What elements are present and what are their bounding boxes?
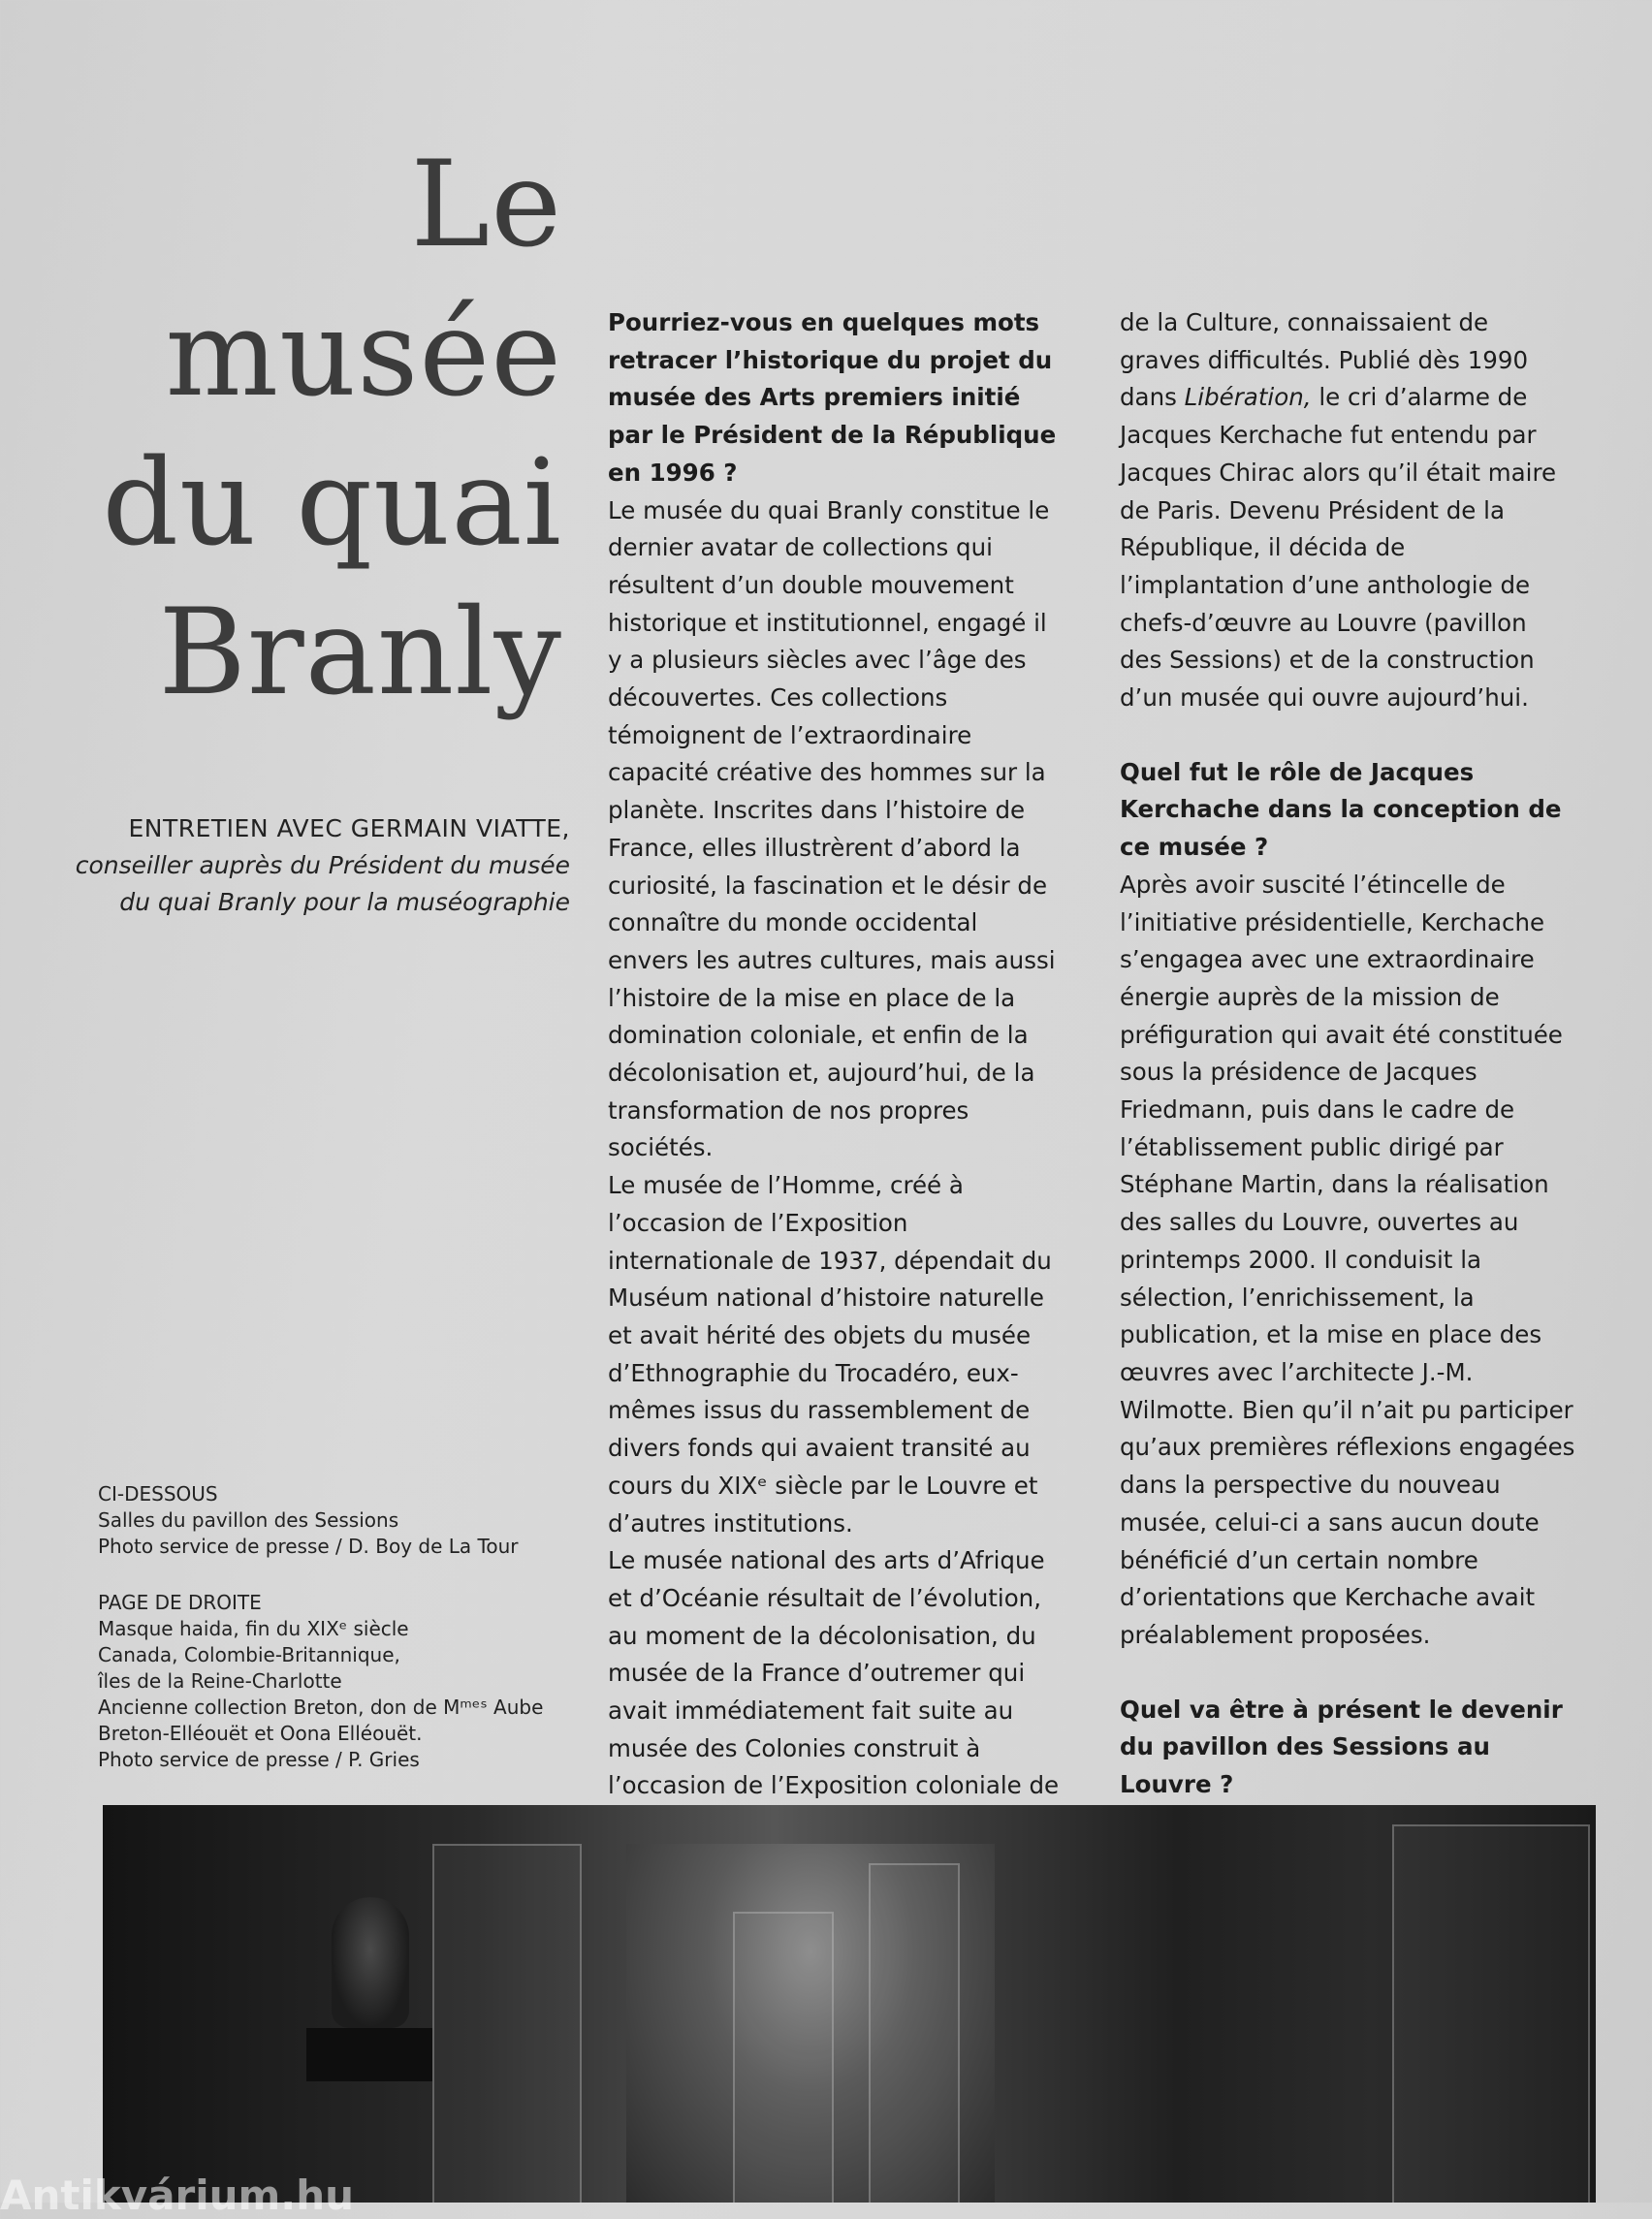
caption-below-line: Photo service de presse / D. Boy de La Tour (98, 1535, 519, 1558)
caption-right-label: PAGE DE DROITE (98, 1591, 262, 1614)
caption-right-line: Photo service de presse / P. Gries (98, 1748, 420, 1771)
interview-question-3: Quel va être à présent le devenir du pavillon des Sessions au Louvre ? (1120, 1695, 1563, 1799)
title-line-4: Branly (158, 584, 562, 722)
answer-text: de la Culture, connaissaient de graves difficultés. Publié dès 1990 dans (1120, 308, 1529, 412)
title-line-3: du quai (102, 434, 562, 573)
title-line-2: musée (165, 285, 562, 424)
text-column-1 (608, 304, 1064, 1955)
caption-right-line: Ancienne collection Breton, don de Mᵐᵉˢ Aube (98, 1696, 544, 1719)
display-case (1392, 1824, 1590, 2203)
display-case (869, 1863, 960, 2203)
answer-text: le cri d’alarme de Jacques Kerchache fut entendu par Jacques Chirac alors qu’il était maire de Paris. Devenu Président de la République, il décida de l’implantation d’une anthologie de chefs-d’œuvre au Louvre (pavillon des Sessions) et de la construction d’un musée qui ouvre aujourd’hui. (1120, 383, 1557, 713)
interview-byline (76, 810, 570, 921)
caption-right-page (98, 1590, 543, 1773)
text-column-2 (1120, 304, 1575, 1917)
interview-heading: ENTRETIEN AVEC GERMAIN VIATTE, (128, 814, 570, 842)
display-case (733, 1912, 834, 2203)
article-title (102, 131, 562, 728)
newspaper-name: Libération, (1184, 383, 1312, 412)
caption-below-label: CI-DESSOUS (98, 1482, 218, 1506)
caption-right-line: Breton-Elléouët et Oona Elléouët. (98, 1722, 423, 1745)
interviewee-role-line-2: du quai Branly pour la muséographie (119, 888, 570, 916)
interview-question-1: Pourriez-vous en quelques mots retracer l’historique du projet du musée des Arts premiers initié par le Président de la République en 1996 ? (608, 308, 1057, 487)
answer-paragraph: Après avoir suscité l’étincelle de l’initiative présidentielle, Kerchache s’engagea avec une extraordinaire énergie auprès de la mission de préfiguration qui avait été constituée sous la présidence de Jacques Friedmann, puis dans le cadre de l’établissement public dirigé par Stéphane Martin, dans la réalisation des salles du Louvre, ouvertes au printemps 2000. Il conduisit la sélection, l’enrichissement, la publication, et la mise en place des œuvres avec l’architecte J.-M. Wilmotte. Bien qu’il n’ait pu participer qu’aux premières réflexions engagées dans la perspective du nouveau musée, celui-ci a sans aucun doute bénéficié d’un certain nombre d’orientations que Kerchache avait préalablement proposées. (1120, 870, 1575, 1649)
answer-paragraph: Le musée national des arts d’Afrique et d’Océanie résultait de l’évolution, au moment de la décolonisation, du musée de la France d’outremer qui avait immédiatement fait suite au musée des Colonies construit à l’occasion de l’Exposition coloniale de (608, 1546, 1060, 1800)
caption-below (98, 1481, 518, 1560)
caption-right-line: Masque haida, fin du XIXᵉ siècle (98, 1617, 409, 1640)
answer-paragraph: Le musée de l’Homme, créé à l’occasion de l’Exposition internationale de 1937, dépendait du Muséum national d’histoire naturelle et avait hérité des objets du musée d’Ethnographie du Trocadéro, eux-mêmes issus du rassemblement de divers fonds qui avaient transité au cours du XIXᵉ siècle par le Louvre et d’autres institutions. (608, 1171, 1052, 1537)
caption-right-line: îles de la Reine-Charlotte (98, 1669, 342, 1693)
gallery-photo (103, 1805, 1596, 2203)
caption-below-line: Salles du pavillon des Sessions (98, 1508, 399, 1532)
display-case (432, 1844, 582, 2203)
watermark: Antikvárium.hu (0, 2171, 355, 2219)
interviewee-role-line-1: conseiller auprès du Président du musée (75, 851, 570, 879)
caption-right-line: Canada, Colombie-Britannique, (98, 1643, 400, 1666)
title-line-1: Le (410, 136, 562, 274)
statue-plinth (306, 2028, 432, 2081)
statue-figure (332, 1897, 409, 2028)
answer-paragraph: Le musée du quai Branly constitue le dernier avatar de collections qui résultent d’un double mouvement historique et institutionnel, engagé il y a plusieurs siècles avec l’âge des découvertes. Ces collections témoignent de l’extraordinaire capacité créative des hommes sur la planète. Inscrites dans l’histoire de France, elles illustrèrent d’abord la curiosité, la fascination et le désir de connaître du monde occidental envers les autres cultures, mais aussi l’histoire de la mise en place de la domination coloniale, et enfin de la décolonisation et, aujourd’hui, de la transformation de nos propres sociétés. (608, 495, 1056, 1162)
answer-paragraph (1120, 304, 1575, 717)
interview-question-2: Quel fut le rôle de Jacques Kerchache dans la conception de ce musée ? (1120, 757, 1562, 862)
